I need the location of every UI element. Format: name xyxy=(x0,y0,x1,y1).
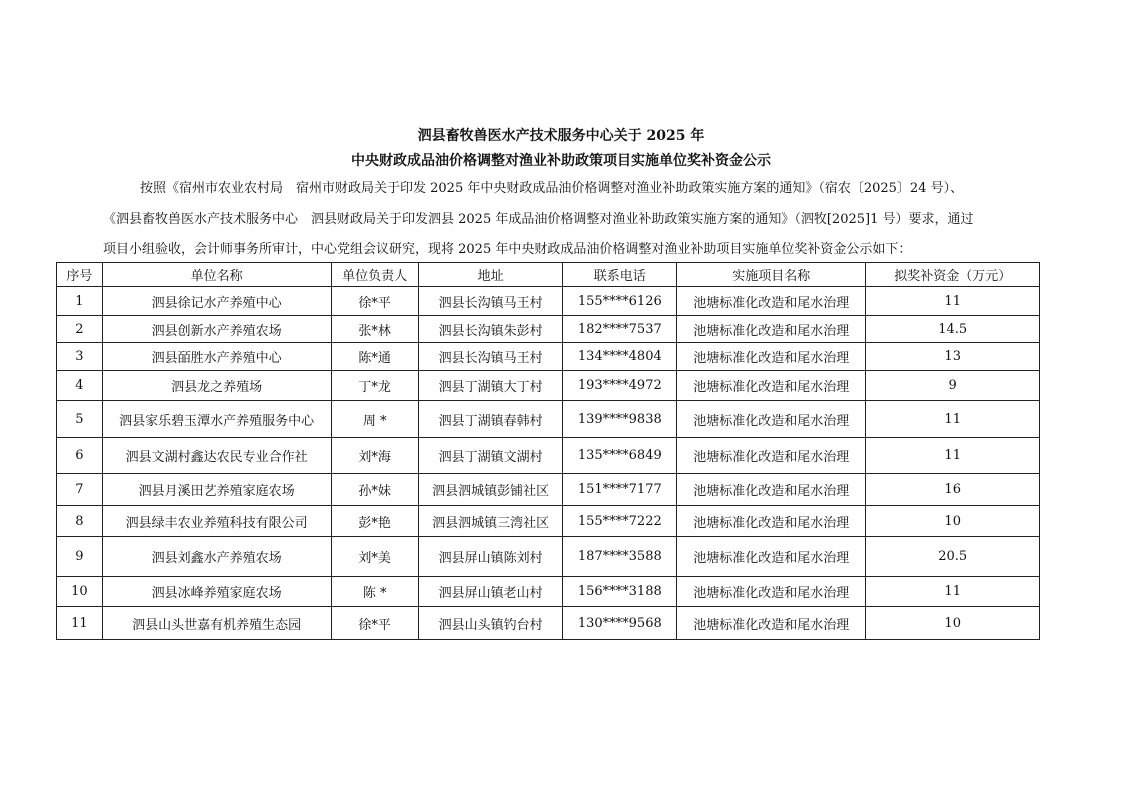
cell-address: 泗县泗城镇彭铺社区 xyxy=(418,474,563,506)
cell-amount: 11 xyxy=(866,287,1040,316)
cell-project: 池塘标准化改造和尾水治理 xyxy=(677,343,866,371)
cell-phone: 139****9838 xyxy=(563,401,677,438)
cell-person: 刘*美 xyxy=(331,537,418,577)
cell-address: 泗县丁湖镇春韩村 xyxy=(418,401,563,438)
cell-unit-name: 泗县绿丰农业养殖科技有限公司 xyxy=(102,506,331,537)
cell-amount: 10 xyxy=(866,607,1040,640)
cell-project: 池塘标准化改造和尾水治理 xyxy=(677,506,866,537)
intro-paragraph-line1: 按照《宿州市农业农村局 宿州市财政局关于印发 2025 年中央财政成品油价格调整对渔业补助政策实施方案的通知》（宿农〔2025〕24 号）、 xyxy=(140,181,964,196)
cell-amount: 11 xyxy=(866,438,1040,474)
cell-unit-name: 泗县冰峰养殖家庭农场 xyxy=(102,577,331,607)
cell-phone: 151****7177 xyxy=(563,474,677,506)
cell-phone: 156****3188 xyxy=(563,577,677,607)
cell-unit-name: 泗县刘鑫水产养殖农场 xyxy=(102,537,331,577)
cell-person: 丁*龙 xyxy=(331,371,418,401)
cell-address: 泗县长沟镇马王村 xyxy=(418,343,563,371)
table-row xyxy=(57,537,1040,577)
cell-project: 池塘标准化改造和尾水治理 xyxy=(677,438,866,474)
cell-phone: 193****4972 xyxy=(563,371,677,401)
table-row xyxy=(57,401,1040,438)
cell-project: 池塘标准化改造和尾水治理 xyxy=(677,316,866,343)
cell-phone: 155****7222 xyxy=(563,506,677,537)
cell-amount: 16 xyxy=(866,474,1040,506)
cell-unit-name: 泗县文湖村鑫达农民专业合作社 xyxy=(102,438,331,474)
cell-amount: 11 xyxy=(866,401,1040,438)
cell-index: 1 xyxy=(57,287,103,316)
cell-amount: 20.5 xyxy=(866,537,1040,577)
cell-address: 泗县屏山镇陈刘村 xyxy=(418,537,563,577)
cell-unit-name: 泗县龙之养殖场 xyxy=(102,371,331,401)
cell-amount: 14.5 xyxy=(866,316,1040,343)
table-row xyxy=(57,438,1040,474)
notice-title-line1: 泗县畜牧兽医水产技术服务中心关于 2025 年 xyxy=(417,128,705,144)
cell-index: 7 xyxy=(57,474,103,506)
notice-title-line2: 中央财政成品油价格调整对渔业补助政策项目实施单位奖补资金公示 xyxy=(351,153,771,169)
cell-person: 孙*妹 xyxy=(331,474,418,506)
cell-address: 泗县泗城镇三湾社区 xyxy=(418,506,563,537)
cell-unit-name: 泗县创新水产养殖农场 xyxy=(102,316,331,343)
cell-index: 3 xyxy=(57,343,103,371)
cell-phone: 134****4804 xyxy=(563,343,677,371)
header-unit-name: 单位名称 xyxy=(102,263,331,287)
table-row xyxy=(57,343,1040,371)
cell-person: 张*林 xyxy=(331,316,418,343)
table-row xyxy=(57,316,1040,343)
header-phone: 联系电话 xyxy=(563,263,677,287)
cell-person: 周 * xyxy=(331,401,418,438)
cell-person: 徐*平 xyxy=(331,287,418,316)
intro-paragraph-line2: 《泗县畜牧兽医水产技术服务中心 泗县财政局关于印发泗县 2025 年成品油价格调整对渔业补助政策实施方案的通知》（泗牧[2025]1 号）要求，通过 xyxy=(103,212,974,227)
cell-index: 9 xyxy=(57,537,103,577)
cell-index: 8 xyxy=(57,506,103,537)
cell-unit-name: 泗县徐记水产养殖中心 xyxy=(102,287,331,316)
table-header-row xyxy=(57,263,1040,287)
cell-person: 陈 * xyxy=(331,577,418,607)
intro-paragraph-line3: 项目小组验收，会计师事务所审计，中心党组会议研究，现将 2025 年中央财政成品油价格调整对渔业补助项目实施单位奖补资金公示如下： xyxy=(103,242,912,257)
cell-phone: 130****9568 xyxy=(563,607,677,640)
cell-project: 池塘标准化改造和尾水治理 xyxy=(677,371,866,401)
cell-person: 刘*海 xyxy=(331,438,418,474)
cell-project: 池塘标准化改造和尾水治理 xyxy=(677,537,866,577)
cell-phone: 135****6849 xyxy=(563,438,677,474)
cell-project: 池塘标准化改造和尾水治理 xyxy=(677,401,866,438)
cell-person: 徐*平 xyxy=(331,607,418,640)
cell-index: 11 xyxy=(57,607,103,640)
cell-phone: 182****7537 xyxy=(563,316,677,343)
cell-index: 4 xyxy=(57,371,103,401)
table-row xyxy=(57,506,1040,537)
cell-address: 泗县长沟镇马王村 xyxy=(418,287,563,316)
cell-project: 池塘标准化改造和尾水治理 xyxy=(677,577,866,607)
cell-project: 池塘标准化改造和尾水治理 xyxy=(677,607,866,640)
header-project: 实施项目名称 xyxy=(677,263,866,287)
table-row xyxy=(57,577,1040,607)
cell-index: 5 xyxy=(57,401,103,438)
cell-amount: 10 xyxy=(866,506,1040,537)
cell-address: 泗县山头镇钓台村 xyxy=(418,607,563,640)
cell-address: 泗县屏山镇老山村 xyxy=(418,577,563,607)
table-row xyxy=(57,607,1040,640)
cell-project: 池塘标准化改造和尾水治理 xyxy=(677,287,866,316)
table-row xyxy=(57,371,1040,401)
cell-unit-name: 泗县家乐碧玉潭水产养殖服务中心 xyxy=(102,401,331,438)
cell-unit-name: 泗县山头世嘉有机养殖生态园 xyxy=(102,607,331,640)
cell-amount: 9 xyxy=(866,371,1040,401)
cell-phone: 155****6126 xyxy=(563,287,677,316)
cell-address: 泗县丁湖镇大丁村 xyxy=(418,371,563,401)
cell-amount: 13 xyxy=(866,343,1040,371)
header-index: 序号 xyxy=(57,263,103,287)
cell-index: 6 xyxy=(57,438,103,474)
cell-person: 彭*艳 xyxy=(331,506,418,537)
cell-amount: 11 xyxy=(866,577,1040,607)
table-row xyxy=(57,287,1040,316)
header-address: 地址 xyxy=(418,263,563,287)
cell-index: 2 xyxy=(57,316,103,343)
cell-phone: 187****3588 xyxy=(563,537,677,577)
cell-person: 陈*通 xyxy=(331,343,418,371)
cell-address: 泗县丁湖镇文湖村 xyxy=(418,438,563,474)
cell-address: 泗县长沟镇朱彭村 xyxy=(418,316,563,343)
table-row xyxy=(57,474,1040,506)
header-person: 单位负责人 xyxy=(331,263,418,287)
cell-unit-name: 泗县皕胜水产养殖中心 xyxy=(102,343,331,371)
header-amount: 拟奖补资金（万元） xyxy=(866,263,1040,287)
cell-project: 池塘标准化改造和尾水治理 xyxy=(677,474,866,506)
subsidy-table xyxy=(56,262,1040,640)
cell-index: 10 xyxy=(57,577,103,607)
cell-unit-name: 泗县月溪田艺养殖家庭农场 xyxy=(102,474,331,506)
